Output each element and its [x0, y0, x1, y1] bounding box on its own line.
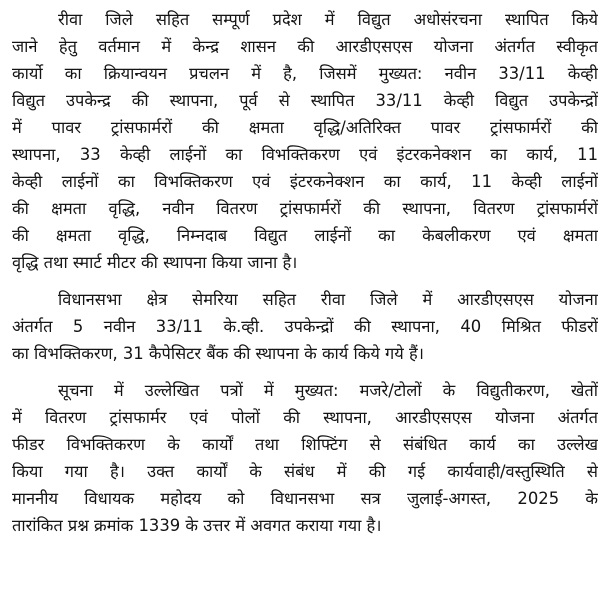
paragraph-3-line-1: सूचना में उल्लेखित पत्रों में मुख्यत: मजरे/टोलों के विद्युतीकरण, खेतों: [58, 381, 598, 400]
paragraph-1-line-1: रीवा जिले सहित सम्पूर्ण प्रदेश में विद्युत अधोसंरचना स्थापित किये: [58, 10, 598, 29]
paragraph-1-line-2: जाने हेतु वर्तमान में केन्द्र शासन की आरडीएसएस योजना अंतर्गत स्वीकृत: [12, 37, 598, 56]
paragraph-1-line-7: केव्ही लाईनों का विभक्तिकरण एवं इंटरकनेक्शन का कार्य, 11 केव्ही लाईनों: [12, 172, 598, 191]
paragraph-2-line-3: का विभक्तिकरण, 31 कैपेसिटर बैंक की स्थापना के कार्य किये गये हैं।: [12, 344, 424, 363]
paragraph-3-line-4: किया गया है। उक्त कार्यों के संबंध में की गई कार्यवाही/वस्तुस्थिति से: [12, 462, 598, 481]
paragraph-1-line-9: की क्षमता वृद्धि, निम्नदाब विद्युत लाईनों का केबलीकरण एवं क्षमता: [12, 226, 598, 245]
paragraph-1-line-3: कार्यो का क्रियान्वयन प्रचलन में है, जिसमें मुख्यत: नवीन 33/11 केव्ही: [12, 64, 598, 83]
paragraph-1-line-8: की क्षमता वृद्धि, नवीन वितरण ट्रांसफार्मरों की स्थापना, वितरण ट्रांसफार्मरों: [12, 199, 598, 218]
paragraph-1-line-4: विद्युत उपकेन्द्र की स्थापना, पूर्व से स्थापित 33/11 केव्ही विद्युत उपकेन्द्रों: [12, 91, 598, 110]
paragraph-3-line-3: फीडर विभक्तिकरण के कार्यों तथा शिफ्टिंग से संबंधित कार्य का उल्लेख: [12, 435, 598, 454]
paragraph-3-line-5: माननीय विधायक महोदय को विधानसभा सत्र जुलाई-अगस्त, 2025 के: [12, 489, 598, 508]
paragraph-3-line-6: तारांकित प्रश्न क्रमांक 1339 के उत्तर में अवगत कराया गया है।: [12, 516, 382, 535]
paragraph-1-line-6: स्थापना, 33 केव्ही लाईनों का विभक्तिकरण एवं इंटरकनेक्शन का कार्य, 11: [12, 145, 598, 164]
paragraph-2-line-1: विधानसभा क्षेत्र सेमरिया सहित रीवा जिले में आरडीएसएस योजना: [58, 290, 598, 309]
paragraph-3-line-2: में वितरण ट्रांसफार्मर एवं पोलों की स्थापना, आरडीएसएस योजना अंतर्गत: [12, 408, 598, 427]
paragraph-1-line-10: वृद्धि तथा स्मार्ट मीटर की स्थापना किया जाना है।: [12, 253, 298, 272]
paragraph-1-line-5: में पावर ट्रांसफार्मरों की क्षमता वृद्धि/अतिरिक्त पावर ट्रांसफार्मरों की: [12, 118, 598, 137]
paragraph-2-line-2: अंतर्गत 5 नवीन 33/11 के.व्ही. उपकेन्द्रों की स्थापना, 40 मिश्रित फीडरों: [12, 317, 598, 336]
